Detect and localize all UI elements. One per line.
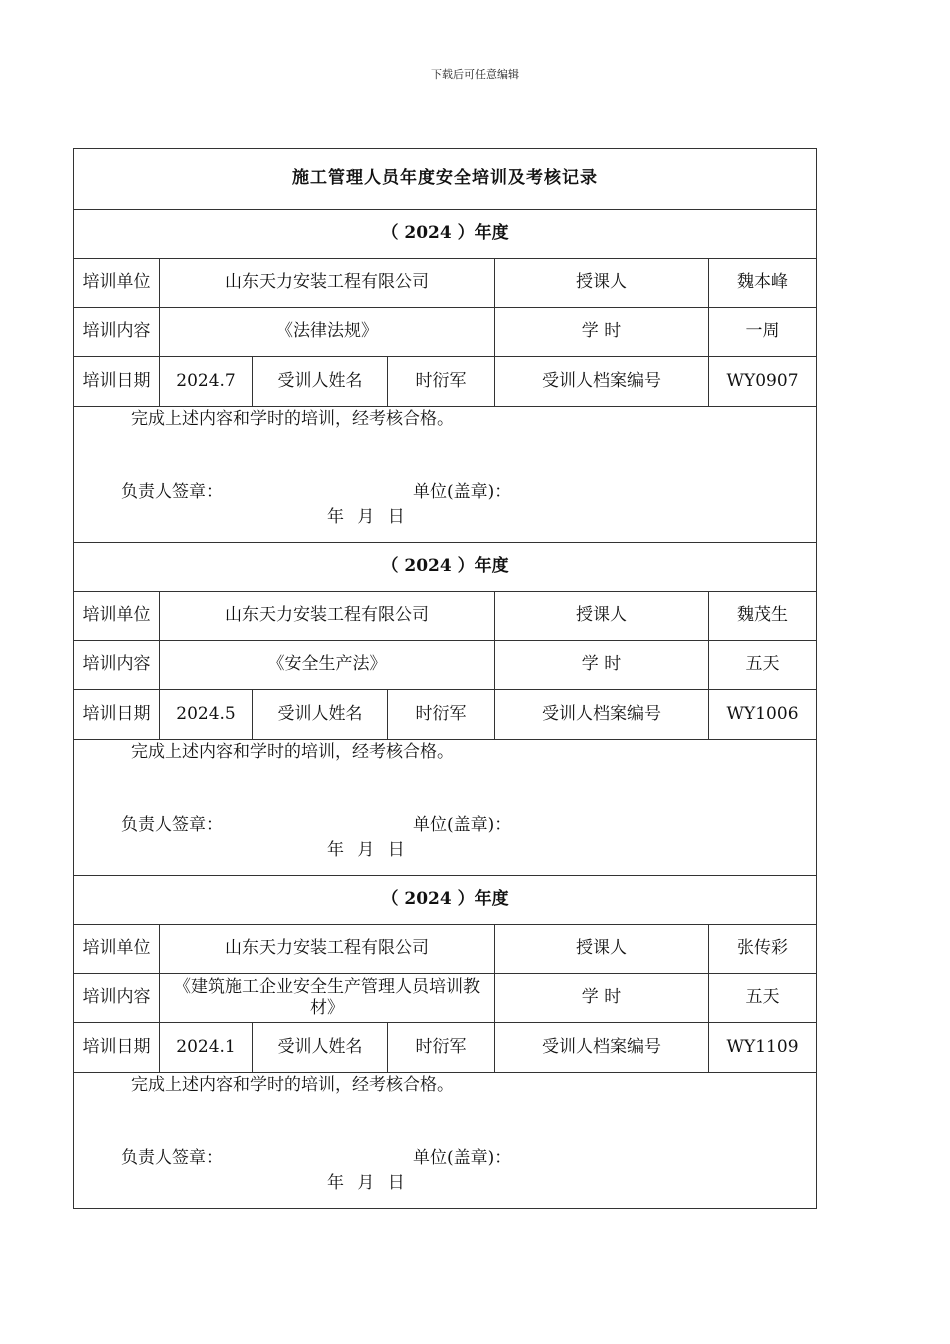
record-content-row <box>74 641 817 690</box>
record-year: （ 2024 ）年度 <box>74 210 817 259</box>
instructor-label: 授课人 <box>495 259 709 308</box>
unit-seal-label: 单位(盖章)： <box>413 1148 512 1168</box>
date-value: 2024.5 <box>160 690 253 740</box>
hours-label: 学 时 <box>495 641 709 690</box>
date-value: 2024.1 <box>160 1023 253 1073</box>
content-value: 《法律法规》 <box>160 308 495 357</box>
record-content-row <box>74 308 817 357</box>
sign-date-line: 年 月 日 <box>327 507 405 527</box>
archive-no-label: 受训人档案编号 <box>495 357 709 407</box>
unit-value: 山东天力安装工程有限公司 <box>160 259 495 308</box>
instructor-value: 魏茂生 <box>709 592 817 641</box>
hours-value: 五天 <box>709 974 817 1023</box>
content-value: 《安全生产法》 <box>160 641 495 690</box>
content-label: 培训内容 <box>74 641 160 690</box>
date-label: 培训日期 <box>74 357 160 407</box>
content-label: 培训内容 <box>74 974 160 1023</box>
instructor-label: 授课人 <box>495 592 709 641</box>
page-title: 施工管理人员年度安全培训及考核记录 <box>74 149 817 210</box>
archive-no-value: WY0907 <box>709 357 817 407</box>
unit-value: 山东天力安装工程有限公司 <box>160 925 495 974</box>
responsible-sign-label: 负责人签章： <box>121 482 223 502</box>
unit-value: 山东天力安装工程有限公司 <box>160 592 495 641</box>
instructor-value: 张传彩 <box>709 925 817 974</box>
trainee-name-value: 时衍军 <box>388 690 495 740</box>
record-content-row <box>74 974 817 1023</box>
completion-text: 完成上述内容和学时的培训，经考核合格。 <box>131 1075 454 1095</box>
hours-value: 一周 <box>709 308 817 357</box>
hours-value: 五天 <box>709 641 817 690</box>
unit-label: 培训单位 <box>74 259 160 308</box>
record-date-row <box>74 1023 817 1073</box>
unit-label: 培训单位 <box>74 592 160 641</box>
sign-date-line: 年 月 日 <box>327 840 405 860</box>
record-year: （ 2024 ）年度 <box>74 876 817 925</box>
record-date-row <box>74 357 817 407</box>
content-value-text: 《建筑施工企业安全生产管理人员培训教材》 <box>174 976 480 1018</box>
date-label: 培训日期 <box>74 690 160 740</box>
responsible-sign-label: 负责人签章： <box>121 815 223 835</box>
content-label: 培训内容 <box>74 308 160 357</box>
header-note: 下载后可任意编辑 <box>431 68 519 81</box>
completion-text: 完成上述内容和学时的培训，经考核合格。 <box>131 742 454 762</box>
record-date-row <box>74 690 817 740</box>
record-unit-row <box>74 592 817 641</box>
completion-text: 完成上述内容和学时的培训，经考核合格。 <box>131 409 454 429</box>
date-label: 培训日期 <box>74 1023 160 1073</box>
record-unit-row <box>74 259 817 308</box>
trainee-name-label: 受训人姓名 <box>253 690 388 740</box>
instructor-value: 魏本峰 <box>709 259 817 308</box>
trainee-name-label: 受训人姓名 <box>253 1023 388 1073</box>
date-value: 2024.7 <box>160 357 253 407</box>
training-record-table <box>73 148 817 1209</box>
archive-no-label: 受训人档案编号 <box>495 690 709 740</box>
unit-label: 培训单位 <box>74 925 160 974</box>
instructor-label: 授课人 <box>495 925 709 974</box>
responsible-sign-label: 负责人签章： <box>121 1148 223 1168</box>
sign-date-line: 年 月 日 <box>327 1173 405 1193</box>
record-unit-row <box>74 925 817 974</box>
archive-no-value: WY1006 <box>709 690 817 740</box>
hours-label: 学 时 <box>495 974 709 1023</box>
archive-no-value: WY1109 <box>709 1023 817 1073</box>
assessment-section <box>74 740 817 876</box>
trainee-name-value: 时衍军 <box>388 1023 495 1073</box>
assessment-section <box>74 407 817 543</box>
unit-seal-label: 单位(盖章)： <box>413 482 512 502</box>
assessment-section <box>74 1073 817 1209</box>
trainee-name-value: 时衍军 <box>388 357 495 407</box>
trainee-name-label: 受训人姓名 <box>253 357 388 407</box>
record-year: （ 2024 ）年度 <box>74 543 817 592</box>
content-value <box>160 974 495 1023</box>
archive-no-label: 受训人档案编号 <box>495 1023 709 1073</box>
unit-seal-label: 单位(盖章)： <box>413 815 512 835</box>
hours-label: 学 时 <box>495 308 709 357</box>
